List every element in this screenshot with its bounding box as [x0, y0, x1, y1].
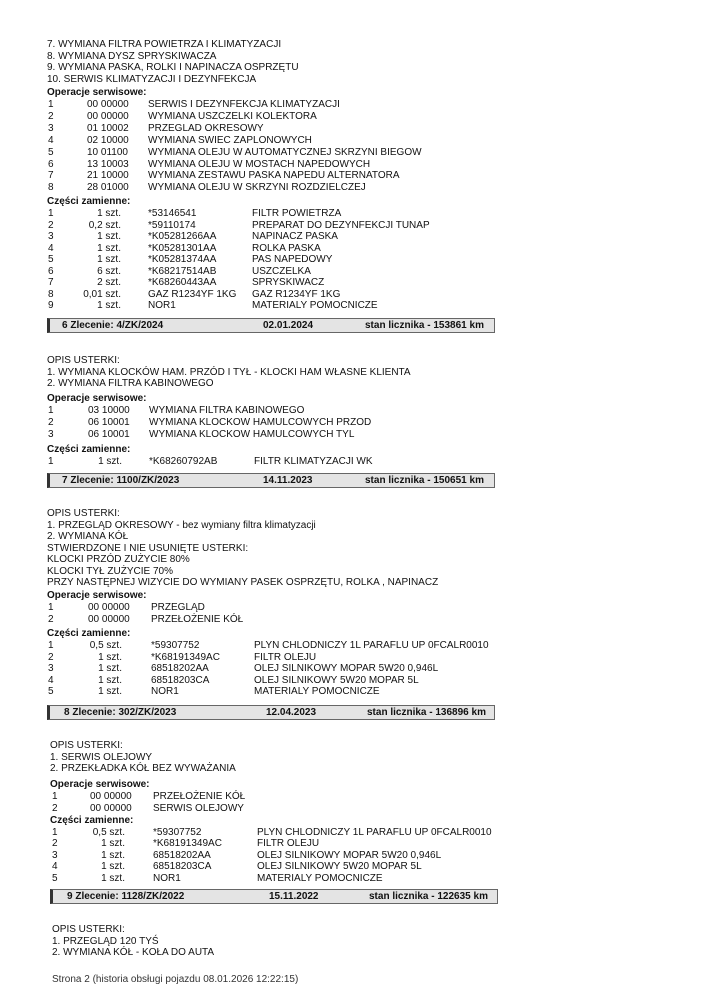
operation-index: 1	[52, 791, 58, 802]
operation-name: WYMIANA KLOCKOW HAMULCOWYCH TYL	[149, 429, 355, 440]
part-quantity: 1 szt.	[98, 674, 122, 686]
part-name: MATERIALY POMOCNICZE	[252, 300, 378, 312]
part-index: 2	[48, 651, 54, 663]
part-index: 3	[52, 849, 58, 861]
operation-code: 02 10000	[87, 134, 129, 146]
part-name: OLEJ SILNIKOWY MOPAR 5W20 0,946L	[254, 663, 439, 674]
part-number: *K68260792AB	[149, 456, 218, 467]
repair-description	[47, 355, 411, 390]
part-number: NOR1	[151, 686, 179, 697]
repair-description	[50, 740, 236, 775]
part-index: 5	[48, 686, 54, 697]
description-header: OPIS USTERKI:	[52, 924, 125, 935]
description-header: OPIS USTERKI:	[50, 740, 123, 751]
part-quantity: 1 szt.	[97, 231, 121, 243]
operation-code: 03 10000	[88, 405, 130, 416]
part-index: 1	[52, 827, 58, 838]
operation-name: WYMIANA ZESTAWU PASKA NAPEDU ALTERNATORA	[148, 170, 400, 182]
part-index: 7	[48, 277, 54, 289]
odometer: stan licznika - 136896 km	[367, 707, 486, 718]
operation-code: 06 10001	[88, 429, 130, 440]
part-quantity: 1 szt.	[101, 849, 125, 861]
part-number: *K05281374AA	[148, 254, 217, 266]
order-number: 6 Zlecenie: 4/ZK/2024	[62, 320, 164, 331]
repair-description	[52, 924, 214, 959]
part-index: 1	[48, 456, 54, 467]
description-line: 2. WYMIANA KÓŁ	[47, 531, 129, 542]
part-index: 2	[52, 838, 58, 850]
description-header: OPIS USTERKI:	[47, 355, 120, 366]
description-line: KLOCKI TYŁ ZUŻYCIE 70%	[47, 565, 173, 577]
order-bar	[47, 473, 495, 488]
part-name: MATERIALY POMOCNICZE	[257, 872, 383, 884]
operation-index: 5	[48, 146, 54, 158]
operations-heading: Operacje serwisowe:	[47, 87, 147, 98]
part-quantity: 1 szt.	[98, 686, 122, 697]
part-quantity: 0,5 szt.	[92, 827, 125, 838]
parts-heading: Części zamienne:	[50, 815, 134, 826]
operation-name: WYMIANA KLOCKOW HAMULCOWYCH PRZOD	[149, 417, 372, 428]
part-name: MATERIALY POMOCNICZE	[254, 686, 380, 697]
description-line: 10. SERWIS KLIMATYZACJI I DEZYNFEKCJA	[47, 73, 257, 85]
part-quantity: 1 szt.	[97, 208, 121, 219]
part-number: *K68217514AB	[148, 265, 217, 277]
order-date: 15.11.2022	[269, 891, 319, 902]
operation-name: PRZEŁOŻENIE KÓŁ	[151, 614, 244, 625]
description-line: 1. PRZEGLĄD OKRESOWY - bez wymiany filtra klimatyzacji	[47, 519, 316, 531]
part-quantity: 6 szt.	[97, 265, 121, 277]
operation-index: 2	[48, 110, 54, 122]
part-name: USZCZELKA	[252, 265, 311, 277]
operation-name: WYMIANA OLEJU W MOSTACH NAPEDOWYCH	[148, 158, 371, 170]
part-number: *59307752	[153, 827, 202, 838]
description-line: KLOCKI PRZÓD ZUŻYCIE 80%	[47, 554, 190, 565]
part-quantity: 1 szt.	[97, 300, 121, 312]
operation-code: 10 01100	[87, 146, 128, 158]
part-index: 1	[48, 208, 54, 219]
part-name: FILTR OLEJU	[257, 838, 320, 850]
part-quantity: 0,01 szt.	[83, 288, 121, 300]
part-index: 2	[48, 219, 54, 231]
part-name: OLEJ SILNIKOWY 5W20 MOPAR 5L	[257, 861, 422, 873]
operation-index: 2	[48, 614, 54, 625]
part-index: 5	[52, 872, 58, 884]
operation-code: 00 00000	[88, 614, 130, 625]
part-index: 4	[48, 674, 54, 686]
operation-code: 06 10001	[88, 417, 130, 428]
part-quantity: 1 szt.	[98, 456, 122, 467]
part-index: 8	[48, 288, 54, 300]
part-number: *K68260443AA	[148, 277, 217, 289]
part-name: FILTR OLEJU	[254, 651, 317, 663]
order-number: 8 Zlecenie: 302/ZK/2023	[64, 707, 177, 718]
part-name: PREPARAT DO DEZYNFEKCJI TUNAP	[252, 219, 430, 231]
part-index: 6	[48, 265, 54, 277]
page-footer: Strona 2 (historia obsługi pojazdu 08.01.2026 12:22:15)	[52, 974, 299, 985]
part-quantity: 1 szt.	[98, 663, 122, 674]
operation-name: PRZEGLĄD	[151, 602, 205, 613]
description-line: PRZY NASTĘPNEJ WIZYCIE DO WYMIANY PASEK OSPRZĘTU, ROLKA , NAPINACZ	[47, 577, 439, 588]
description-line: 2. PRZEKŁADKA KÓŁ BEZ WYWAŻANIA	[50, 763, 236, 774]
part-name: ROLKA PASKA	[252, 242, 321, 254]
repair-description	[47, 508, 438, 589]
part-name: GAZ R1234YF 1KG	[252, 288, 341, 300]
part-number: 68518202AA	[151, 663, 209, 674]
operation-index: 7	[48, 170, 54, 182]
description-line: STWIERDZONE I NIE USUNIĘTE USTERKI:	[47, 542, 249, 554]
operation-code: 00 00000	[87, 99, 129, 110]
operation-name: WYMIANA USZCZELKI KOLEKTORA	[148, 110, 317, 122]
part-index: 1	[48, 640, 54, 651]
description-line: 9. WYMIANA PASKA, ROLKI I NAPINACZA OSPRZĘTU	[47, 62, 299, 73]
part-index: 5	[48, 254, 54, 266]
part-name: PLYN CHLODNICZY 1L PARAFLU UP 0FCALR0010	[257, 827, 492, 838]
description-line: 1. SERWIS OLEJOWY	[50, 751, 153, 763]
part-number: *K05281266AA	[148, 231, 217, 243]
order-bar	[50, 889, 498, 904]
part-number: *K68191349AC	[153, 838, 222, 850]
part-index: 3	[48, 663, 54, 674]
operation-name: WYMIANA FILTRA KABINOWEGO	[149, 405, 305, 416]
order-date: 12.04.2023	[266, 707, 317, 718]
part-index: 4	[48, 242, 54, 254]
part-name: PAS NAPEDOWY	[252, 254, 333, 266]
part-number: *59307752	[151, 640, 200, 651]
odometer: stan licznika - 153861 km	[365, 320, 484, 331]
operation-index: 1	[48, 99, 54, 110]
part-quantity: 2 szt.	[97, 277, 121, 289]
part-index: 4	[52, 861, 58, 873]
part-name: PLYN CHLODNICZY 1L PARAFLU UP 0FCALR0010	[254, 640, 489, 651]
part-number: 68518203CA	[153, 861, 212, 873]
part-quantity: 0,5 szt.	[89, 640, 122, 651]
part-number: NOR1	[148, 300, 176, 312]
part-index: 3	[48, 231, 54, 243]
operation-index: 2	[48, 417, 54, 428]
description-line: 2. WYMIANA FILTRA KABINOWEGO	[47, 378, 214, 389]
operation-name: WYMIANA OLEJU W AUTOMATYCZNEJ SKRZYNI BIEGOW	[148, 146, 422, 158]
odometer: stan licznika - 122635 km	[369, 891, 488, 902]
operation-code: 28 01000	[87, 182, 129, 194]
part-number: *K05281301AA	[148, 242, 217, 254]
operation-name: SERWIS I DEZYNFEKCJA KLIMATYZACJI	[148, 99, 340, 110]
order-bar	[47, 318, 495, 333]
part-quantity: 1 szt.	[97, 242, 121, 254]
part-number: *59110174	[148, 219, 196, 231]
part-quantity: 1 szt.	[101, 872, 125, 884]
operation-index: 1	[48, 602, 54, 613]
operations-heading: Operacje serwisowe:	[50, 779, 150, 790]
operation-index: 3	[48, 122, 54, 134]
operations-heading: Operacje serwisowe:	[47, 393, 147, 404]
description-line: 1. PRZEGLĄD 120 TYŚ	[52, 935, 159, 947]
operation-code: 13 10003	[87, 158, 129, 170]
part-number: GAZ R1234YF 1KG	[148, 288, 237, 300]
operation-index: 6	[48, 158, 54, 170]
part-name: OLEJ SILNIKOWY 5W20 MOPAR 5L	[254, 674, 419, 686]
order-number: 9 Zlecenie: 1128/ZK/2022	[67, 891, 185, 902]
operation-code: 00 00000	[90, 791, 132, 802]
operation-name: SERWIS OLEJOWY	[153, 802, 244, 814]
parts-heading: Części zamienne:	[47, 196, 131, 207]
operations-heading: Operacje serwisowe:	[47, 590, 147, 601]
description-line: 7. WYMIANA FILTRA POWIETRZA I KLIMATYZACJI	[47, 39, 282, 50]
odometer: stan licznika - 150651 km	[365, 475, 484, 486]
part-number: *53146541	[148, 208, 197, 219]
order-date: 02.01.2024	[263, 320, 314, 331]
part-name: OLEJ SILNIKOWY MOPAR 5W20 0,946L	[257, 849, 442, 861]
operation-name: WYMIANA SWIEC ZAPLONOWYCH	[148, 134, 312, 146]
repair-description	[47, 39, 299, 85]
part-index: 9	[48, 300, 54, 312]
order-number: 7 Zlecenie: 1100/ZK/2023	[62, 475, 180, 486]
operation-code: 00 00000	[87, 110, 129, 122]
operation-name: PRZEGLAD OKRESOWY	[148, 122, 264, 134]
operation-name: PRZEŁOŻENIE KÓŁ	[153, 791, 246, 802]
part-number: *K68191349AC	[151, 651, 220, 663]
description-line: 1. WYMIANA KLOCKÓW HAM. PRZÓD I TYŁ - KLOCKI HAM WŁASNE KLIENTA	[47, 366, 411, 378]
operation-index: 2	[52, 802, 58, 814]
part-number: 68518203CA	[151, 674, 210, 686]
operation-code: 00 00000	[88, 602, 130, 613]
part-quantity: 1 szt.	[97, 254, 121, 266]
part-name: NAPINACZ PASKA	[252, 231, 338, 243]
order-bar	[47, 705, 495, 720]
part-number: NOR1	[153, 872, 181, 884]
description-line: 2. WYMIANA KÓŁ - KOŁA DO AUTA	[52, 947, 215, 958]
operation-index: 8	[48, 182, 54, 194]
part-number: 68518202AA	[153, 849, 211, 861]
operation-code: 01 10002	[87, 122, 129, 134]
part-quantity: 1 szt.	[98, 651, 122, 663]
order-date: 14.11.2023	[263, 475, 313, 486]
part-name: FILTR POWIETRZA	[252, 208, 342, 219]
description-header: OPIS USTERKI:	[47, 508, 120, 519]
parts-heading: Części zamienne:	[47, 628, 131, 639]
part-name: FILTR KLIMATYZACJI WK	[254, 456, 373, 467]
operation-code: 21 10000	[87, 170, 129, 182]
part-name: SPRYSKIWACZ	[252, 277, 325, 289]
operation-index: 4	[48, 134, 54, 146]
operation-code: 00 00000	[90, 802, 132, 814]
operation-index: 3	[48, 429, 54, 440]
part-quantity: 0,2 szt.	[88, 219, 121, 231]
part-quantity: 1 szt.	[101, 838, 125, 850]
operation-name: WYMIANA OLEJU W SKRZYNI ROZDZIELCZEJ	[148, 182, 366, 194]
parts-heading: Części zamienne:	[47, 444, 131, 455]
description-line: 8. WYMIANA DYSZ SPRYSKIWACZA	[47, 50, 217, 62]
part-quantity: 1 szt.	[101, 861, 125, 873]
operation-index: 1	[48, 405, 54, 416]
